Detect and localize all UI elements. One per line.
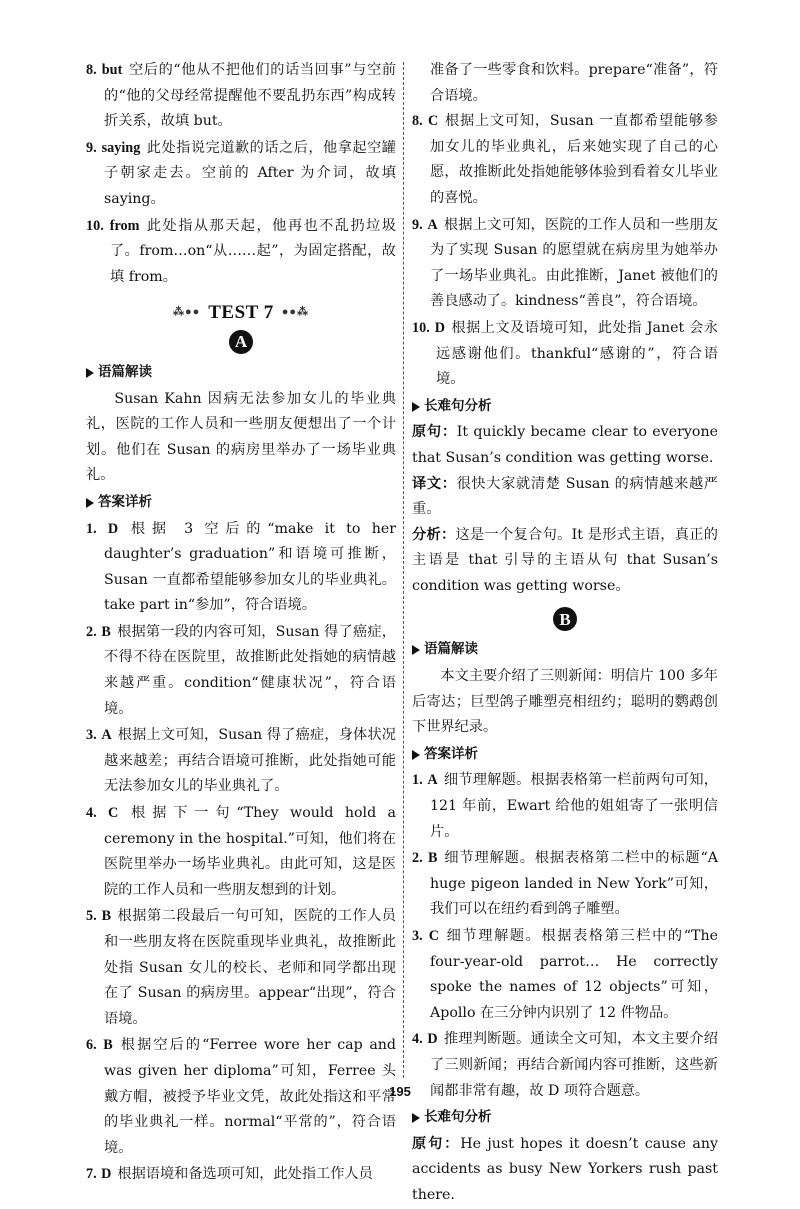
answer-item: 7. D 根据语境和备选项可知，此处指工作人员 [86, 1166, 373, 1183]
section-heading-answers: 答案详析 [86, 490, 396, 516]
answer-item: 1. A 细节理解题。根据表格第一栏前两句可知，121 年前，Ewart 给他的姐姐寄了一张明信片。 [412, 772, 718, 840]
arrow-icon [412, 750, 420, 760]
reading-summary: Susan Kahn 因病无法参加女儿的毕业典礼，医院的工作人员和一些朋友便想出了一个计划。他们在 Susan 的病房里举办了一场毕业典礼。 [86, 390, 396, 484]
answer-item: 9. A 根据上文可知，医院的工作人员和一些朋友为了实现 Susan 的愿望就在病房里为她举办了一场毕业典礼。由此推断，Janet 被他们的善良感动了。kindness“善良”，符合语境。 [412, 216, 718, 310]
answer-item: 4. D 推理判断题。通读全文可知，本文主要介绍了三则新闻；再结合新闻内容可推断，这些新闻都非常有趣，故 D 项符合题意。 [412, 1031, 718, 1099]
answer-item: 10. D 根据上文及语境可知，此处指 Janet 会永远感谢他们。thankful“感谢的”，符合语境。 [412, 319, 719, 388]
answer-item: 6. B 根据空后的“Ferree wore her cap and was given her diploma”可知，Ferree 头戴方帽，被授予毕业文凭，故此处指这和平常的毕业典礼一样。normal“平常的”，符合语境。 [86, 1037, 396, 1156]
section-heading-reading: 语篇解读 [412, 637, 718, 663]
right-column [412, 58, 718, 1209]
column-divider [403, 62, 404, 1078]
page-number: 195 [389, 1084, 411, 1099]
section-heading-long-sentence: 长难句分析 [412, 1105, 718, 1131]
prev-answers [86, 58, 396, 290]
arrow-icon [412, 402, 420, 412]
section-heading-reading: 语篇解读 [86, 360, 396, 386]
reading-summary: 本文主要介绍了三则新闻：明信片 100 多年后寄达；巨型鸽子雕塑亮相纽约；聪明的鹦鹉创下世界纪录。 [412, 668, 718, 736]
answer-item: 2. B 细节理解题。根据表格第二栏中的标题“A huge pigeon landed in New York”可知，我们可以在纽约看到鸽子雕塑。 [412, 850, 718, 918]
answer-item: 3. C 细节理解题。根据表格第三栏中的“The four-year-old parrot… He correctly spoke the names of 12 objects”可知，Apollo 在三分钟内识别了 12 件物品。 [412, 928, 718, 1021]
section-heading-answers: 答案详析 [412, 742, 718, 768]
arrow-icon [86, 368, 94, 378]
left-column [86, 58, 396, 1189]
answer-item: 5. B 根据第二段最后一句可知，医院的工作人员和一些朋友将在医院重现毕业典礼，故推断此处指 Susan 女儿的校长、老师和同学都出现在了 Susan 的病房里。appear“出现”，符合语境。 [86, 908, 396, 1027]
answer-item: 4. C 根据下一句“They would hold a ceremony in the hospital.”可知，他们将在医院里举办一场毕业典礼。由此可知，这是医院的工作人员和一些朋友想到的计划。 [86, 805, 397, 898]
arrow-icon [412, 1113, 420, 1123]
section-heading-long-sentence: 长难句分析 [412, 394, 718, 420]
answer-item: 9. saying 此处指说完道歉的话之后，他拿起空罐子朝家走去。空前的 After 为介词，故填 saying。 [86, 139, 396, 207]
answers-list [412, 109, 718, 393]
test-title [86, 300, 396, 326]
test-title-text: TEST 7 [208, 302, 274, 324]
translation: 译文：很快大家就清楚 Susan 的病情越来越严重。 [412, 475, 718, 518]
answer-item: 8. but 空后的“他从不把他们的话当回事”与空前的“他的父母经常提醒他不要乱扔东西”构成转折关系，故填 but。 [86, 62, 397, 130]
answers-list [412, 768, 718, 1104]
decoration-left-icon: ⁂●● [172, 306, 201, 319]
answer-item: 3. A 根据上文可知，Susan 得了癌症，身体状况越来越差；再结合语境可推断，此处指她可能无法参加女儿的毕业典礼了。 [86, 727, 396, 795]
original-sentence: 原句：It quickly became clear to everyone that Susan’s condition was getting worse. [412, 424, 718, 466]
answer-item: 10. from 此处指从那天起，他再也不乱扔垃圾了。from…on“从……起”，为固定搭配，故填 from。 [86, 217, 396, 285]
answer-item: 8. C 根据上文可知，Susan 一直都希望能够参加女儿的毕业典礼，后来她实现了自己的心愿，故推断此处指她能够体验到看着女儿毕业的喜悦。 [412, 113, 718, 206]
arrow-icon [86, 498, 94, 508]
passage-a-badge: A [229, 330, 253, 354]
decoration-right-icon: ●●⁂ [281, 306, 310, 319]
passage-b-badge: B [553, 607, 577, 631]
continuation-text: 准备了一些零食和饮料。prepare“准备”，符合语境。 [430, 62, 718, 104]
arrow-icon [412, 645, 420, 655]
original-sentence: 原句：He just hopes it doesn’t cause any accidents as busy New Yorkers rush past there. [412, 1135, 718, 1203]
answer-item: 2. B 根据第一段的内容可知，Susan 得了癌症，不得不待在医院里，故推断此处指她的病情越来越严重。condition“健康状况”，符合语境。 [86, 623, 396, 717]
analysis: 分析：这是一个复合句。It 是形式主语，真正的主语是 that 引导的主语从句 that Susan’s condition was getting worse。 [412, 526, 718, 594]
answer-item: 1. D 根据 3 空后的“make it to her daughter’s graduation”和语境可推断，Susan 一直都希望能够参加女儿的毕业典礼。take part in“参加”，符合语境。 [86, 520, 397, 614]
